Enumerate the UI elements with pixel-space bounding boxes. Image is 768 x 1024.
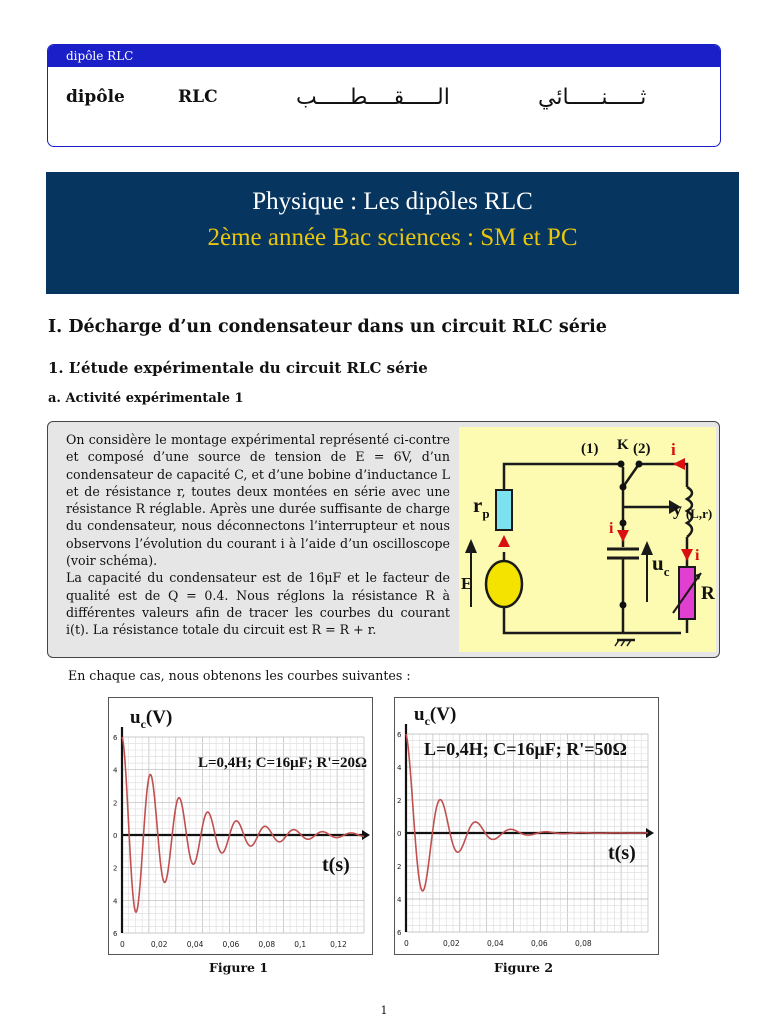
label-current-top: i (671, 440, 676, 459)
y-axis-label-unit: (V) (429, 704, 457, 725)
chart-2-svg (394, 697, 659, 955)
y-tick-label: 2 (397, 863, 402, 871)
y-axis-label-sub: c (140, 717, 146, 731)
x-tick-label: 0 (404, 939, 409, 948)
banner-title: Physique : Les dipôles RLC (252, 188, 533, 215)
y-tick-label: 4 (397, 896, 402, 904)
label-e: E (461, 574, 473, 593)
activity-box (47, 421, 720, 658)
figure-1-caption: Figure 1 (209, 960, 269, 975)
activity-heading: a. Activité expérimentale 1 (48, 391, 244, 406)
activity-paragraph-1: On considère le montage expérimental représenté ci-contre et composé d’une source de tension de E = 6V, d’un condensateur de capacité C, et d’une bobine d’inductance L et de résistance r, toutes deux montées en série avec une résistance R réglable. Après une durée suffisante de charge du condensateur, nous déconnectons l’interrupteur et nous observons l’évolution du courant i à l’aide d’un oscilloscope (voir schéma). (66, 432, 450, 569)
current-arrow-top-icon (673, 458, 685, 470)
y-tick-label: 6 (397, 731, 402, 739)
intro-text: En chaque cas, nous obtenons les courbes suivantes : (68, 668, 411, 683)
y-tick-label: 6 (397, 929, 402, 937)
label-rp-main: r (473, 493, 483, 517)
section-heading: I. Décharge d’un condensateur dans un circuit RLC série (48, 317, 607, 337)
wire-top-left (504, 464, 621, 522)
current-arrow-mid-icon (617, 530, 629, 542)
x-tick-label: 0,08 (575, 939, 592, 948)
activity-paragraph-2: La capacité du condensateur est de 16μF et le facteur de qualité est de Q = 0.4. Nous réglons la résistance R à différentes valeurs afin de tracer les courbes du courant i(t). La résistance totale du circuit est R = R + r. (66, 570, 450, 638)
label-r: R (701, 583, 715, 604)
y-tick-label: 4 (113, 897, 118, 906)
label-current-right: i (695, 547, 700, 564)
wire-bottom (504, 605, 681, 633)
x-tick-label: 0 (120, 940, 125, 949)
current-arrow-right-icon (681, 549, 693, 561)
y-axis-label-unit: (V) (145, 707, 173, 728)
y-tick-label: 6 (113, 734, 118, 742)
switch-blade (623, 464, 639, 487)
x-axis-label: t(s) (608, 842, 636, 864)
x-tick-label: 0,1 (294, 940, 307, 949)
header-arabic-word2: الـــــقــــطـــــب (296, 85, 450, 110)
x-tick-label: 0,02 (150, 940, 168, 949)
y-tick-label: 0 (397, 830, 402, 838)
header-tab: dipôle RLC (48, 45, 720, 67)
switch-node-2 (636, 461, 643, 468)
figure-2 (394, 697, 659, 955)
x-tick-label: 0,04 (487, 939, 504, 948)
banner-subtitle: 2ème année Bac sciences : SM et PC (207, 224, 578, 251)
y-tick-label: 4 (113, 766, 118, 775)
x-tick-label: 0,08 (258, 940, 276, 949)
x-tick-label: 0,02 (443, 939, 460, 948)
x-axis-label: t(s) (322, 854, 350, 876)
y-axis-label (414, 704, 456, 728)
y-axis-label-main: u (414, 704, 425, 725)
resistor-rp (496, 490, 512, 530)
chart-annotation: L=0,4H; C=16μF; R'=20Ω (198, 755, 368, 771)
x-tick-label: 0,06 (222, 940, 240, 949)
circuit-diagram (459, 427, 716, 652)
label-current-mid: i (609, 520, 614, 537)
figure-1 (108, 697, 373, 955)
y-tick-label: 4 (397, 764, 402, 772)
circuit-svg (459, 427, 716, 652)
label-rp (473, 493, 490, 521)
node-low (620, 602, 627, 609)
switch-node-k (620, 484, 627, 491)
header-row (48, 67, 720, 145)
switch-node-1 (618, 461, 625, 468)
node-mid (620, 520, 627, 527)
wire-top-right (639, 464, 687, 487)
x-tick-label: 0,12 (330, 940, 347, 949)
x-tick-label: 0,04 (186, 940, 204, 949)
circuit-wires (504, 464, 692, 646)
chart-1-svg (108, 697, 373, 955)
header-word-dipole: dipôle (66, 87, 125, 107)
y-axis-label-sub: c (424, 714, 430, 728)
label-rp-sub: p (482, 506, 490, 521)
y-tick-label: 6 (113, 930, 118, 938)
figure-2-caption: Figure 2 (494, 960, 554, 975)
x-tick-label: 0,06 (531, 939, 548, 948)
label-y: y (673, 499, 682, 519)
chart-annotation: L=0,4H; C=16μF; R'=50Ω (424, 739, 627, 759)
label-switch-2: (2) (633, 441, 651, 457)
label-lr: (L,r) (685, 506, 713, 521)
current-arrow-left-icon (498, 535, 510, 547)
label-uc-main: u (652, 551, 664, 575)
y-axis-label-main: u (130, 707, 141, 728)
voltage-source (486, 561, 522, 607)
header-box (47, 44, 721, 147)
title-banner (46, 172, 739, 294)
page-number: 1 (380, 1004, 388, 1017)
y-tick-label: 2 (113, 799, 118, 808)
label-switch-k: K (617, 437, 629, 453)
header-arabic-word1: ثـــــنـــــائي (538, 85, 647, 110)
y-tick-label: 2 (397, 797, 402, 805)
y-tick-label: 2 (113, 864, 118, 873)
y-tick-label: 0 (113, 832, 118, 840)
header-word-rlc: RLC (178, 87, 218, 107)
activity-text (66, 431, 450, 639)
label-switch-1: (1) (581, 441, 599, 457)
y-axis-label (130, 707, 172, 731)
e-arrow-head (465, 539, 477, 553)
label-uc-sub: c (663, 564, 670, 579)
subsection-heading: 1. L’étude expérimentale du circuit RLC série (48, 359, 428, 377)
label-uc (652, 551, 670, 579)
